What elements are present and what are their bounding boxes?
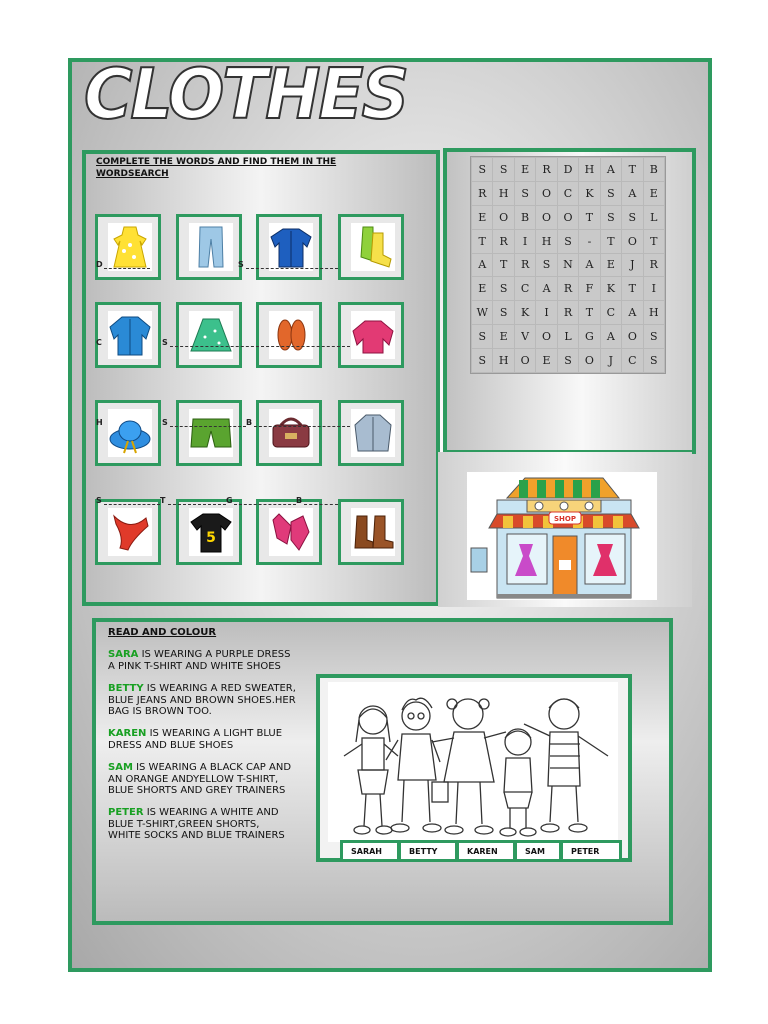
- wordsearch-letter: A: [536, 277, 556, 300]
- wordsearch-letter: C: [558, 182, 578, 205]
- bag-card: [256, 400, 322, 466]
- wordsearch-letter: H: [493, 349, 513, 372]
- shorts-icon: [189, 415, 233, 451]
- wordsearch-letter: H: [493, 182, 513, 205]
- wordsearch-letter: F: [579, 277, 599, 300]
- description-sam: [108, 762, 318, 797]
- wordsearch-letter: C: [601, 301, 621, 324]
- wordsearch-letter: I: [644, 277, 664, 300]
- hat-icon: [108, 411, 152, 455]
- wordsearch-letter: R: [536, 158, 556, 181]
- wordsearch-letter: E: [536, 349, 556, 372]
- wordsearch-letter: T: [493, 254, 513, 277]
- wordsearch-letter: V: [515, 325, 535, 348]
- wordsearch-letter: S: [493, 277, 513, 300]
- shirt-icon: [269, 225, 313, 269]
- gloves-card: [256, 499, 322, 565]
- jeans-icon: [196, 225, 226, 269]
- wordsearch-letter: S: [472, 325, 492, 348]
- shorts-card: [176, 400, 242, 466]
- kid-name: SARA: [108, 649, 139, 660]
- hint-letter: B: [296, 496, 303, 505]
- wordsearch-letter: O: [536, 182, 556, 205]
- description-peter: [108, 807, 318, 842]
- shop-illustration: [467, 472, 657, 600]
- wordsearch-letter: S: [472, 349, 492, 372]
- jacket-icon: [353, 411, 393, 455]
- wordsearch-letter: S: [536, 254, 556, 277]
- hint-letter: T: [160, 496, 166, 505]
- wordsearch-letter: I: [536, 301, 556, 324]
- wordsearch-letter: E: [601, 254, 621, 277]
- svg-text:5: 5: [206, 530, 216, 546]
- shoes-icon: [271, 315, 311, 355]
- wordsearch-letter: A: [601, 158, 621, 181]
- wordsearch-letter: L: [644, 206, 664, 229]
- skirt-card: [176, 302, 242, 368]
- shop-sign: SHOP: [554, 515, 576, 523]
- description-text: IS WEARING A RED SWEATER, BLUE JEANS AND BROWN SHOES.HER BAG IS BROWN TOO.: [108, 683, 296, 717]
- shoes-card: [256, 302, 322, 368]
- hint-letter: S: [162, 418, 168, 427]
- hint-letter: G: [226, 496, 233, 505]
- wordsearch-letter: O: [622, 325, 642, 348]
- wordsearch-letter: S: [515, 182, 535, 205]
- wordsearch-letter: E: [644, 182, 664, 205]
- wordsearch-letter: L: [558, 325, 578, 348]
- wordsearch-letter: O: [515, 349, 535, 372]
- wordsearch-letter: K: [601, 277, 621, 300]
- description-text: IS WEARING A WHITE AND BLUE T-SHIRT,GREEN SHORTS, WHITE SOCKS AND BLUE TRAINERS: [108, 807, 285, 841]
- read-section-title: READ AND COLOUR: [108, 627, 217, 638]
- wordsearch-letter: T: [601, 230, 621, 253]
- wordsearch-letter: K: [579, 182, 599, 205]
- wordsearch-letter: D: [558, 158, 578, 181]
- bag-icon: [269, 413, 313, 453]
- answer-blank: [234, 504, 296, 505]
- wordsearch-letter: R: [493, 230, 513, 253]
- wordsearch-letter: G: [579, 325, 599, 348]
- wordsearch-letter: H: [579, 158, 599, 181]
- description-betty: [108, 683, 318, 718]
- hint-letter: C: [96, 338, 102, 347]
- description-karen: [108, 728, 318, 751]
- wordsearch-letter: C: [622, 349, 642, 372]
- wordsearch-letter: S: [622, 206, 642, 229]
- jacket-card: [338, 400, 404, 466]
- answer-blank: [246, 268, 338, 269]
- t-shirt-card: [176, 499, 242, 565]
- boots-icon: [351, 512, 395, 552]
- answer-blank: [304, 504, 338, 505]
- answer-blank: [254, 426, 350, 427]
- hint-letter: S: [162, 338, 168, 347]
- boots-card: [338, 499, 404, 565]
- name-label-sam: SAM: [514, 840, 562, 862]
- wordsearch-letter: A: [579, 254, 599, 277]
- shirt-card: [256, 214, 322, 280]
- wordsearch-letter: O: [558, 206, 578, 229]
- wordsearch-letter: E: [493, 325, 513, 348]
- wordsearch-letter: H: [644, 301, 664, 324]
- answer-blank: [104, 504, 160, 505]
- sweater-icon: [351, 315, 395, 355]
- name-label-peter: PETER: [560, 840, 622, 862]
- wordsearch-letter: B: [515, 206, 535, 229]
- hat-card: [95, 400, 161, 466]
- skirt-icon: [189, 315, 233, 355]
- wordsearch-letter: O: [536, 325, 556, 348]
- name-label-sarah: SARAH: [340, 840, 400, 862]
- wordsearch-letter: S: [558, 230, 578, 253]
- jeans-card: [176, 214, 242, 280]
- wordsearch-letter: O: [622, 230, 642, 253]
- wordsearch-letter: R: [644, 254, 664, 277]
- answer-blank: [104, 268, 150, 269]
- kid-name: BETTY: [108, 683, 144, 694]
- wordsearch-letter: T: [644, 230, 664, 253]
- wordsearch-letter: -: [579, 230, 599, 253]
- coat-card: [95, 302, 161, 368]
- wordsearch-letter: A: [622, 301, 642, 324]
- answer-blank: [170, 426, 246, 427]
- wordsearch-instruction: COMPLETE THE WORDS AND FIND THEM IN THE WORDSEARCH: [96, 157, 337, 179]
- gloves-icon: [269, 510, 313, 554]
- wordsearch-letter: R: [558, 301, 578, 324]
- kid-name: PETER: [108, 807, 144, 818]
- wordsearch-letter: O: [493, 206, 513, 229]
- wordsearch-letter: E: [472, 206, 492, 229]
- wordsearch-letter: S: [493, 301, 513, 324]
- sweater-card: [338, 302, 404, 368]
- wordsearch-letter: S: [472, 158, 492, 181]
- wordsearch-letter: R: [515, 254, 535, 277]
- wordsearch-letter: N: [558, 254, 578, 277]
- answer-blank: [170, 346, 350, 347]
- wordsearch-letter: T: [622, 158, 642, 181]
- name-label-karen: KAREN: [456, 840, 516, 862]
- description-sara: [108, 649, 318, 672]
- wordsearch-letter: E: [472, 277, 492, 300]
- name-label-betty: BETTY: [398, 840, 458, 862]
- socks-card: [338, 214, 404, 280]
- wordsearch-letter: R: [472, 182, 492, 205]
- page-title: CLOTHES: [84, 53, 408, 135]
- socks-icon: [353, 225, 393, 269]
- kid-name: KAREN: [108, 728, 147, 739]
- answer-blank: [168, 504, 226, 505]
- wordsearch-letter: S: [558, 349, 578, 372]
- scarf-card: [95, 499, 161, 565]
- hint-letter: S: [96, 496, 102, 505]
- coat-icon: [108, 313, 152, 357]
- wordsearch-letter: A: [601, 325, 621, 348]
- wordsearch-letter: J: [601, 349, 621, 372]
- description-text: IS WEARING A BLACK CAP AND AN ORANGE ANDYELLOW T-SHIRT, BLUE SHORTS AND GREY TRAINERS: [108, 762, 292, 796]
- hint-letter: B: [246, 418, 253, 427]
- hint-letter: S: [238, 260, 244, 269]
- wordsearch-letter: T: [472, 230, 492, 253]
- wordsearch-letter: J: [622, 254, 642, 277]
- wordsearch-letter: S: [601, 206, 621, 229]
- wordsearch-letter: C: [515, 277, 535, 300]
- wordsearch-letter: R: [558, 277, 578, 300]
- wordsearch-letter: T: [579, 301, 599, 324]
- dress-icon: [110, 225, 150, 269]
- wordsearch-letter: H: [536, 230, 556, 253]
- kids-colouring-illustration: [328, 682, 618, 842]
- scarf-icon: [108, 510, 152, 554]
- wordsearch-letter: S: [493, 158, 513, 181]
- t-shirt-icon: [189, 510, 233, 554]
- wordsearch-grid: [470, 156, 666, 374]
- dress-card: [95, 214, 161, 280]
- description-text: IS WEARING A LIGHT BLUE DRESS AND BLUE SHOES: [108, 728, 283, 751]
- hint-letter: H: [96, 418, 103, 427]
- wordsearch-letter: O: [579, 349, 599, 372]
- wordsearch-letter: A: [622, 182, 642, 205]
- wordsearch-letter: T: [579, 206, 599, 229]
- wordsearch-letter: S: [644, 349, 664, 372]
- wordsearch-letter: K: [515, 301, 535, 324]
- wordsearch-letter: S: [644, 325, 664, 348]
- description-text: IS WEARING A PURPLE DRESS A PINK T-SHIRT AND WHITE SHOES: [108, 649, 291, 672]
- wordsearch-letter: B: [644, 158, 664, 181]
- wordsearch-letter: O: [536, 206, 556, 229]
- wordsearch-letter: W: [472, 301, 492, 324]
- wordsearch-letter: S: [601, 182, 621, 205]
- wordsearch-letter: E: [515, 158, 535, 181]
- hint-letter: D: [96, 260, 103, 269]
- wordsearch-letter: I: [515, 230, 535, 253]
- kid-name: SAM: [108, 762, 133, 773]
- wordsearch-letter: A: [472, 254, 492, 277]
- wordsearch-letter: T: [622, 277, 642, 300]
